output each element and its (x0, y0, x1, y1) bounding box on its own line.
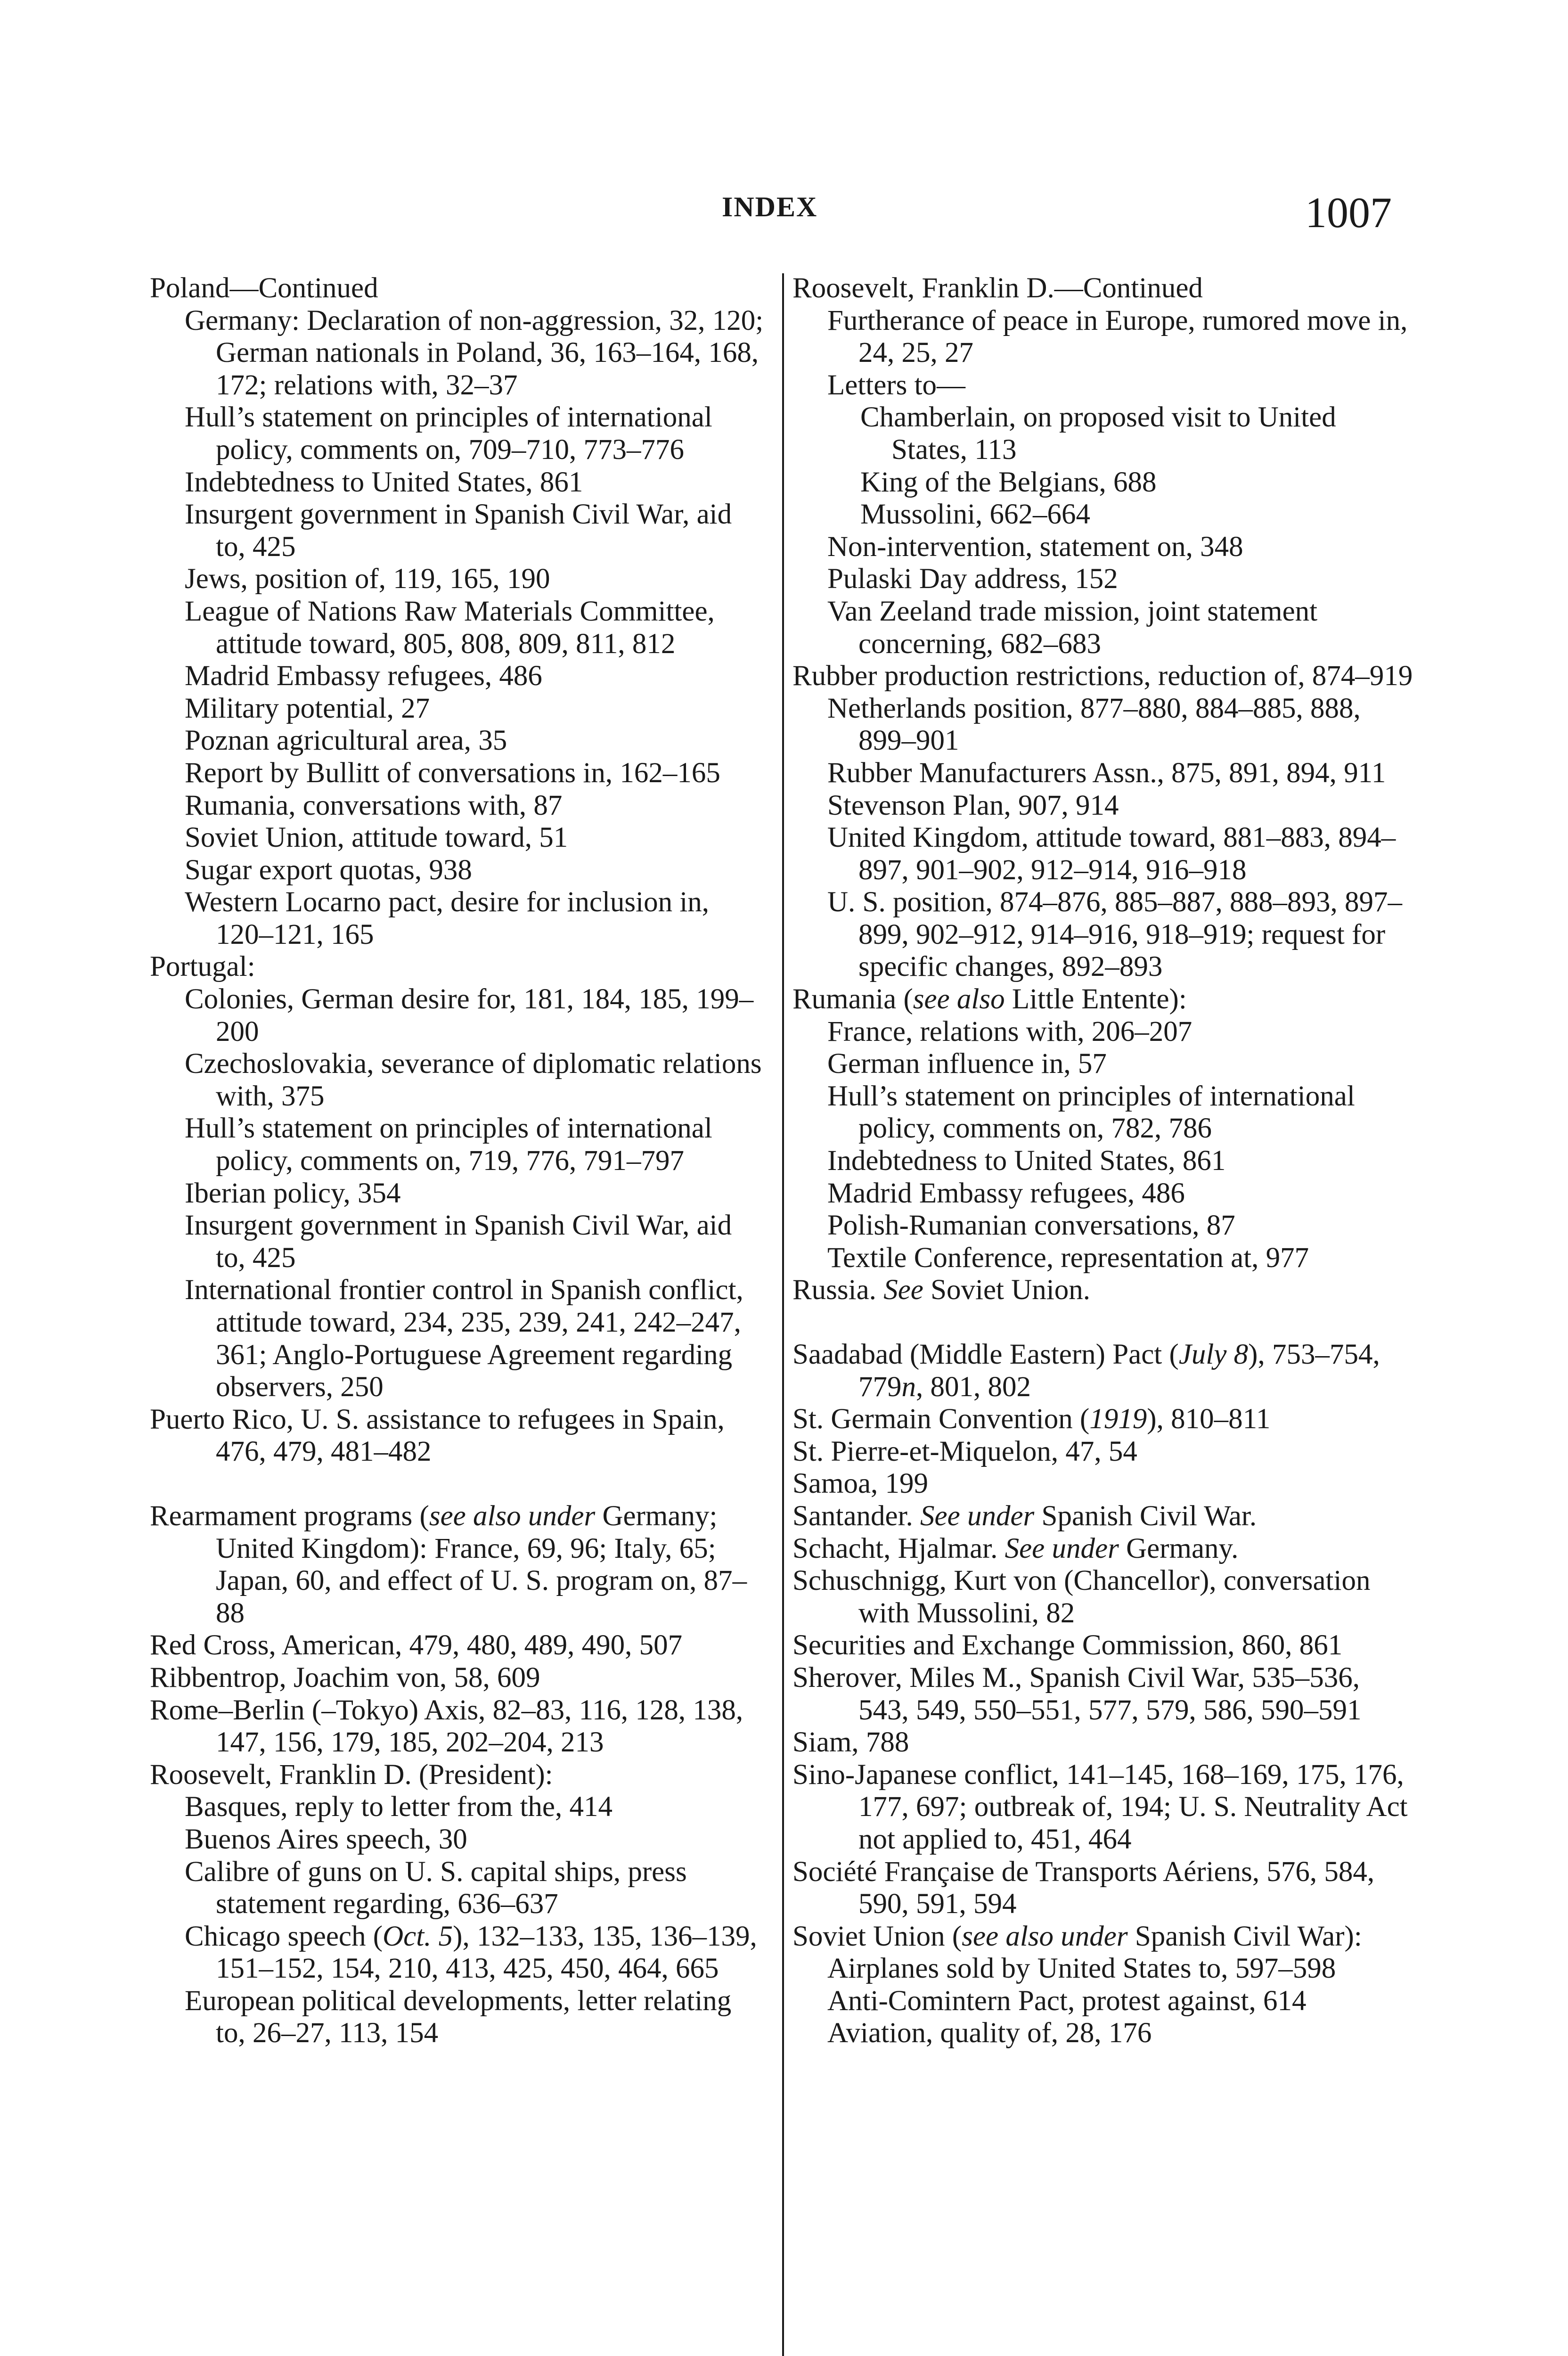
index-heading-portugal: Portugal: (150, 951, 255, 983)
rearmament-text-b: Germany; United Kingdom): France, 69, 96; Italy, 65; Japan, 60, and effect of U. S. program on, 87–88 (216, 1500, 747, 1629)
soviet-text-b: Spanish Civil War): (1127, 1920, 1362, 1952)
index-subentry-league: League of Nations Raw Materials Committee, attitude toward, 805, 808, 809, 811, 812 (185, 595, 715, 660)
rumania-see-also: see also (913, 983, 1005, 1015)
saadabad-text-a: Saadabad (Middle Eastern) Pact ( (792, 1339, 1179, 1370)
index-heading-rearmament (150, 1500, 767, 1629)
saadabad-date: July 8 (1178, 1339, 1249, 1370)
index-heading-st-germain (792, 1403, 1414, 1436)
russia-text-b: Soviet Union. (923, 1274, 1090, 1306)
index-subsub-mussolini: Mussolini, 662–664 (860, 499, 1091, 531)
index-subentry-indebtedness: Indebtedness to United States, 861 (185, 466, 583, 498)
index-subentry-locarno: Western Locarno pact, desire for inclusion in, 120–121, 165 (185, 886, 710, 950)
schacht-see: See under (1004, 1532, 1119, 1564)
index-subentry-aviation: Aviation, quality of, 28, 176 (827, 2017, 1152, 2049)
index-subentry-furtherance: Furtherance of peace in Europe, rumored move in, 24, 25, 27 (827, 304, 1408, 369)
index-subentry-insurgent-portugal: Insurgent government in Spanish Civil War, aid to, 425 (185, 1210, 732, 1274)
index-subentry-letters: Letters to— (827, 369, 966, 401)
russia-text-a: Russia. (792, 1274, 884, 1306)
rumania-text-b: Little Entente): (1004, 983, 1187, 1015)
germain-text-b: ), 810–811 (1147, 1403, 1271, 1435)
index-subentry-nonintervention: Non-intervention, statement on, 348 (827, 531, 1243, 563)
russia-see: See (883, 1274, 923, 1306)
index-heading-puerto-rico: Puerto Rico, U. S. assistance to refugees in Spain, 476, 479, 481–482 (150, 1403, 725, 1468)
index-subsub-belgians: King of the Belgians, 688 (860, 466, 1157, 498)
index-subentry-stevenson: Stevenson Plan, 907, 914 (827, 789, 1119, 821)
index-subentry-textile: Textile Conference, representation at, 977 (827, 1242, 1309, 1274)
index-heading-rumania (792, 983, 1414, 1016)
index-subentry-report: Report by Bullitt of conversations in, 162–165 (185, 757, 720, 789)
chicago-text-b: ), 132–133, 135, 136–139, 151–152, 154, 210, 413, 425, 450, 464, 665 (216, 1920, 757, 1985)
index-subentry-calibre: Calibre of guns on U. S. capital ships, press statement regarding, 636–637 (185, 1856, 687, 1920)
soviet-text-a: Soviet Union ( (792, 1920, 962, 1952)
chicago-text-a: Chicago speech ( (185, 1920, 383, 1952)
letter-gap (150, 1468, 767, 1500)
index-heading-santander (792, 1500, 1414, 1533)
index-subentry-german-influence: German influence in, 57 (827, 1048, 1107, 1080)
index-subentry-poznan: Poznan agricultural area, 35 (185, 725, 507, 757)
index-subentry-czechoslovakia: Czechoslovakia, severance of diplomatic relations with, 375 (185, 1048, 762, 1112)
index-subentry-netherlands: Netherlands position, 877–880, 884–885, 888, 899–901 (827, 692, 1361, 757)
index-heading-societe: Société Française de Transports Aériens, 576, 584, 590, 591, 594 (792, 1856, 1375, 1920)
germain-year: 1919 (1089, 1403, 1147, 1435)
schacht-text-a: Schacht, Hjalmar. (792, 1532, 1005, 1564)
index-subentry-germany (150, 305, 767, 402)
index-heading-schacht (792, 1533, 1414, 1565)
right-column (792, 272, 1414, 2050)
index-heading-red-cross: Red Cross, American, 479, 480, 489, 490, 507 (150, 1629, 683, 1661)
santander-text-b: Spanish Civil War. (1034, 1500, 1257, 1532)
index-heading-roosevelt-cont: Roosevelt, Franklin D.—Continued (792, 272, 1203, 304)
index-subentry-madrid: Madrid Embassy refugees, 486 (185, 660, 542, 692)
index-subentry-hull-rumania: Hull’s statement on principles of international policy, comments on, 782, 786 (827, 1080, 1355, 1145)
index-subentry-van-zeeland: Van Zeeland trade mission, joint statement concerning, 682–683 (827, 595, 1318, 660)
index-subentry-rma: Rubber Manufacturers Assn., 875, 891, 894, 911 (827, 757, 1386, 789)
santander-see: See under (920, 1500, 1035, 1532)
index-subentry-basques: Basques, reply to letter from the, 414 (185, 1791, 613, 1823)
index-subentry-united-kingdom: United Kingdom, attitude toward, 881–883, 894–897, 901–902, 912–914, 916–918 (827, 822, 1396, 886)
index-heading-roosevelt: Roosevelt, Franklin D. (President): (150, 1759, 553, 1791)
index-heading-samoa: Samoa, 199 (792, 1468, 929, 1500)
index-subentry-us-position: U. S. position, 874–876, 885–887, 888–893, 897–899, 902–912, 914–916, 918–919; request for specific changes, 892–893 (827, 886, 1403, 983)
index-subentry-hull-portugal: Hull’s statement on principles of international policy, comments on, 719, 776, 791–797 (185, 1113, 712, 1177)
index-heading-axis: Rome–Berlin (–Tokyo) Axis, 82–83, 116, 128, 138, 147, 156, 179, 185, 202–204, 213 (150, 1694, 743, 1759)
index-heading-st-pierre: St. Pierre-et-Miquelon, 47, 54 (792, 1435, 1137, 1467)
index-heading-poland: Poland—Continued (150, 272, 378, 304)
germain-text-a: St. Germain Convention ( (792, 1403, 1090, 1435)
column-divider (782, 273, 784, 2356)
saadabad-text-c: , 801, 802 (916, 1371, 1031, 1403)
index-subentry-hull: Hull’s statement on principles of international policy, comments on, 709–710, 773–776 (185, 401, 712, 466)
index-heading-sino-japanese: Sino-Japanese conflict, 141–145, 168–169, 175, 176, 177, 697; outbreak of, 194; U. S. Neutrality Act not applied to, 451, 464 (792, 1759, 1408, 1855)
rearmament-see-also: see also under (429, 1500, 596, 1532)
index-subentry-anti-comintern: Anti-Comintern Pact, protest against, 614 (827, 1985, 1307, 2017)
running-head: INDEX (722, 191, 818, 222)
germany-label: Germany: (185, 304, 307, 336)
index-subentry-madrid-rumania: Madrid Embassy refugees, 486 (827, 1177, 1185, 1209)
soviet-see-also: see also under (962, 1920, 1128, 1952)
santander-text-a: Santander. (792, 1500, 921, 1532)
chicago-date: Oct. 5 (383, 1920, 453, 1952)
saadabad-text-b: ), 753–754, 779 (858, 1339, 1380, 1403)
index-subentry-chicago (150, 1921, 767, 1985)
index-subentry-rumania: Rumania, conversations with, 87 (185, 789, 563, 821)
index-heading-siam: Siam, 788 (792, 1726, 909, 1759)
index-subentry-buenos-aires: Buenos Aires speech, 30 (185, 1823, 467, 1855)
left-column (150, 272, 767, 2050)
rearmament-text-a: Rearmament programs ( (150, 1500, 429, 1532)
index-heading-rubber: Rubber production restrictions, reduction of, 874–919 (792, 660, 1413, 692)
index-subentry-polish-rumanian: Polish-Rumanian conversations, 87 (827, 1210, 1235, 1242)
index-subentry-airplanes: Airplanes sold by United States to, 597–598 (827, 1953, 1336, 1985)
index-subentry-insurgent: Insurgent government in Spanish Civil War, aid to, 425 (185, 499, 732, 563)
letter-gap (792, 1307, 1414, 1339)
germany-text: Declaration of non-aggression, 32, 120; German nationals in Poland, 36, 163–164, 168, 172; relations with, 32–37 (216, 304, 764, 401)
index-heading-sec: Securities and Exchange Commission, 860, 861 (792, 1629, 1343, 1661)
index-subentry-european: European political developments, letter relating to, 26–27, 113, 154 (185, 1985, 732, 2049)
index-heading-schuschnigg: Schuschnigg, Kurt von (Chancellor), conversation with Mussolini, 82 (792, 1565, 1371, 1629)
index-subentry-pulaski: Pulaski Day address, 152 (827, 563, 1118, 595)
rumania-text-a: Rumania ( (792, 983, 913, 1015)
schacht-text-b: Germany. (1119, 1532, 1239, 1564)
index-subentry-military: Military potential, 27 (185, 692, 430, 724)
index-subentry-france: France, relations with, 206–207 (827, 1015, 1192, 1047)
index-subentry-frontier: International frontier control in Spanish conflict, attitude toward, 234, 235, 239, 241, 242–247, 361; Anglo-Portuguese Agreement regarding observers, 250 (185, 1274, 743, 1403)
index-heading-soviet-union (792, 1921, 1414, 1953)
saadabad-note: n (901, 1371, 916, 1403)
index-subentry-sugar: Sugar export quotas, 938 (185, 854, 472, 886)
index-subentry-jews: Jews, position of, 119, 165, 190 (185, 563, 550, 595)
index-heading-sherover: Sherover, Miles M., Spanish Civil War, 535–536, 543, 549, 550–551, 577, 579, 586, 590–591 (792, 1661, 1362, 1726)
index-subsub-chamberlain: Chamberlain, on proposed visit to United States, 113 (860, 401, 1336, 466)
page-number: 1007 (1305, 188, 1392, 237)
index-subentry-indebtedness-rumania: Indebtedness to United States, 861 (827, 1145, 1226, 1177)
index-subentry-soviet: Soviet Union, attitude toward, 51 (185, 822, 568, 854)
index-heading-russia (792, 1274, 1414, 1307)
index-heading-saadabad (792, 1339, 1414, 1403)
index-subentry-iberian: Iberian policy, 354 (185, 1177, 401, 1209)
index-heading-ribbentrop: Ribbentrop, Joachim von, 58, 609 (150, 1661, 540, 1693)
index-subentry-colonies: Colonies, German desire for, 181, 184, 185, 199–200 (185, 983, 754, 1047)
